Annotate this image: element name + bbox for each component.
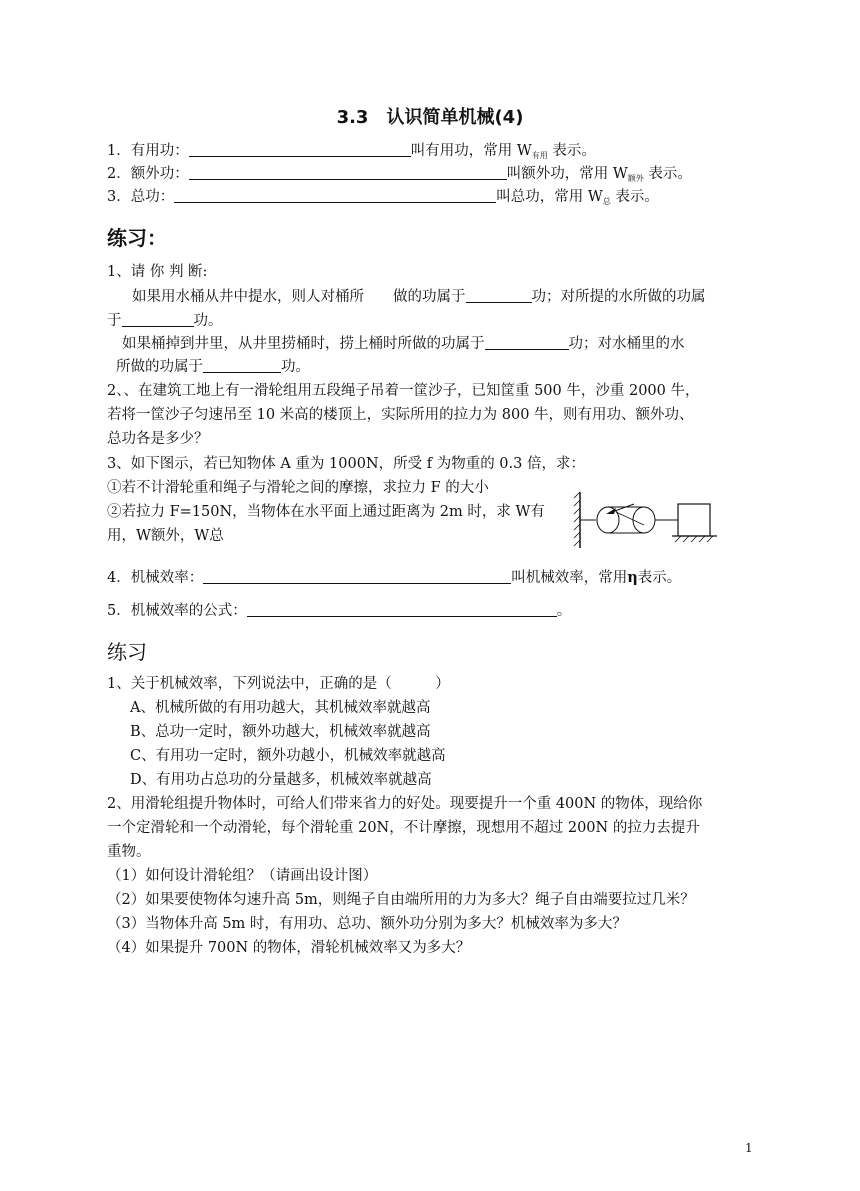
fill-blank <box>174 187 496 203</box>
fill-blank <box>247 601 557 617</box>
definition-label: 2．额外功： <box>107 166 189 182</box>
ground-hatching <box>675 536 713 542</box>
question-line: 总功各是多少？ <box>107 431 209 447</box>
question-line <box>116 357 310 377</box>
option-c: C、有用功一定时，额外功越小，机械效率就越高 <box>130 748 446 764</box>
question-line: ①若不计滑轮重和绳子与滑轮之间的摩擦，求拉力 F 的大小 <box>107 480 489 496</box>
fill-blank <box>485 334 569 350</box>
text: 如果用水桶从井中提水，则人对桶所 做的功属于 <box>132 289 466 305</box>
definition-text: 叫有用功，常用 W <box>410 143 532 159</box>
practice-heading-2: 练习 <box>107 640 147 664</box>
text: 功；对所提的水所做的功属 <box>531 289 706 305</box>
question-label: 1、请 你 判 断: <box>107 264 208 280</box>
sub-question-4: （4）如果提升 700N 的物体，滑轮机械效率又为多大？ <box>107 940 471 956</box>
definition-tail: 表示。 <box>615 189 659 205</box>
fill-blank <box>203 568 511 584</box>
question-line: 用，W额外，W总 <box>107 528 224 544</box>
definition-efficiency-formula <box>107 601 571 621</box>
text: 于 <box>107 313 122 329</box>
definition-text: 叫额外功，常用 W <box>506 166 628 182</box>
option-d: D、有用功占总功的分量越多，机械效率就越高 <box>130 772 432 788</box>
definition-text: 叫机械效率，常用 <box>511 570 628 586</box>
question-line: 2、用滑轮组提升物体时，可给人们带来省力的好处。现要提升一个重 400N 的物体，现给你 <box>107 796 703 812</box>
sub-question-1: （1）如何设计滑轮组？（请画出设计图） <box>107 868 378 884</box>
definition-extra-work <box>107 164 692 189</box>
question-line: 若将一筐沙子匀速吊至 10 米高的楼顶上，实际所用的拉力为 800 牛，则有用功、额外功、 <box>107 407 694 423</box>
text: 功；对水桶里的水 <box>568 336 685 352</box>
block-a <box>678 504 710 536</box>
definition-tail: 表示。 <box>648 166 692 182</box>
wall-hatching <box>574 492 580 546</box>
question-line: 3、如下图示，若已知物体 A 重为 1000N，所受 f 为物重的 0.3 倍，求： <box>107 456 585 472</box>
definition-label: 4．机械效率： <box>107 570 204 586</box>
definition-efficiency <box>107 568 681 588</box>
question-line <box>132 287 706 307</box>
definition-tail: 表示。 <box>552 143 596 159</box>
question-line: 2、、在建筑工地上有一滑轮组用五段绳子吊着一筐沙子，已知筐重 500 牛，沙重 2000 牛， <box>107 383 700 399</box>
sub-question-2: （2）如果要使物体匀速升高 5m，则绳子自由端所用的力为多大？绳子自由端要拉过几米？ <box>107 892 695 908</box>
rope-diagonal <box>616 512 644 525</box>
pull-arrow <box>612 504 634 512</box>
page-number: 1 <box>745 1141 753 1155</box>
practice-heading: 练习： <box>107 226 167 250</box>
option-b: B、总功一定时，额外功越大，机械效率就越高 <box>130 724 431 740</box>
subscript: 额外 <box>627 174 644 183</box>
question-line: 一个定滑轮和一个动滑轮，每个滑轮重 20N，不计摩擦，现想用不超过 200N 的拉力去提升 <box>107 820 700 836</box>
definition-text: 叫总功，常用 W <box>496 189 603 205</box>
text: 功。 <box>193 313 223 329</box>
question-line: 重物。 <box>107 844 151 860</box>
definition-label: 5．机械效率的公式： <box>107 603 247 619</box>
page-title: 3.3 认识简单机械(4) <box>336 107 524 128</box>
question-line <box>122 334 685 354</box>
definition-label: 3．总功： <box>107 189 175 205</box>
sub-question-3: （3）当物体升高 5m 时，有用功、总功、额外功分别为多大？机械效率为多大？ <box>107 916 627 932</box>
eta-symbol: η <box>627 569 638 586</box>
question-line <box>107 311 223 331</box>
fill-blank <box>466 287 532 303</box>
text: 功。 <box>281 359 310 375</box>
definition-total-work <box>107 187 659 212</box>
fill-blank <box>203 357 281 373</box>
subscript: 总 <box>602 197 611 206</box>
definition-label: 1．有用功： <box>107 143 189 159</box>
definition-tail: 。 <box>556 603 572 619</box>
fill-blank <box>189 164 507 180</box>
pulley-diagram <box>572 490 717 552</box>
pulley-right <box>633 507 655 533</box>
option-a: A、机械所做的有用功越大，其机械效率就越高 <box>130 700 431 716</box>
question-stem: 1、关于机械效率，下列说法中，正确的是（ ） <box>107 676 450 692</box>
question-line: ②若拉力 F=150N，当物体在水平面上通过距离为 2m 时，求 W有 <box>107 504 545 520</box>
text: 所做的功属于 <box>116 359 203 375</box>
definition-useful-work <box>107 141 596 166</box>
definition-tail: 表示。 <box>637 570 682 586</box>
fill-blank <box>122 311 194 327</box>
text: 如果桶掉到井里，从井里捞桶时，捞上桶时所做的功属于 <box>122 336 485 352</box>
subscript: 有用 <box>531 151 548 160</box>
fill-blank <box>189 141 411 157</box>
